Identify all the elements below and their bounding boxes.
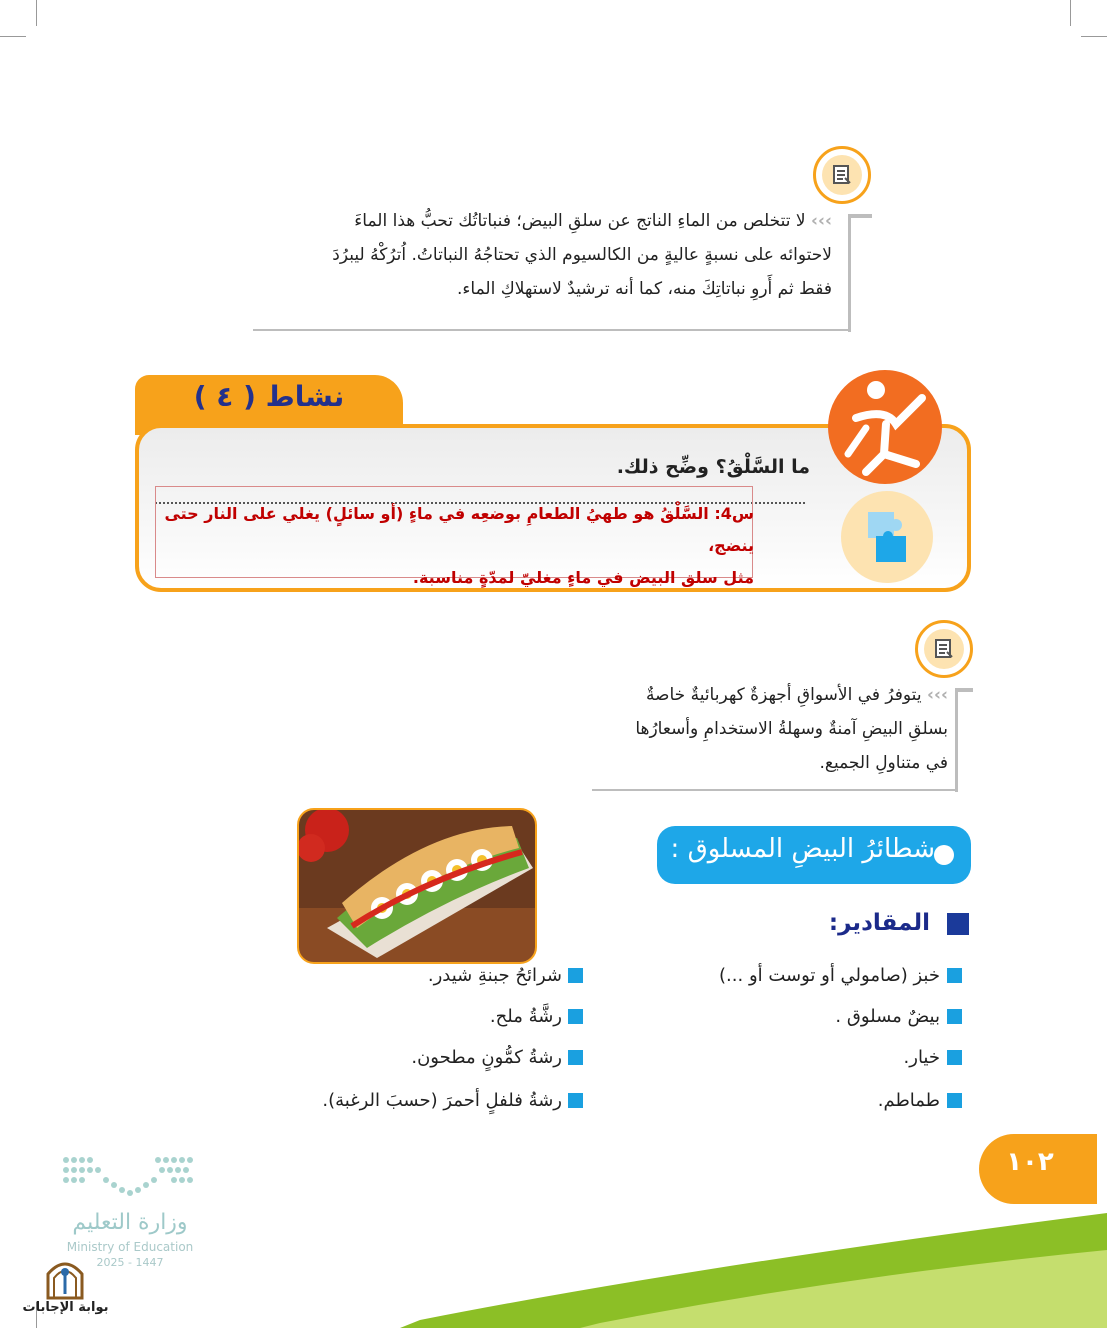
heading-square	[947, 913, 969, 935]
bullet-square	[568, 1050, 583, 1065]
note-bracket	[955, 688, 958, 792]
ministry-name-english: Ministry of Education	[66, 1240, 194, 1254]
crop-mark	[1070, 0, 1071, 26]
note-bracket	[253, 329, 851, 331]
bullet-square	[568, 1093, 583, 1108]
ingredients-heading: المقادير:	[828, 910, 930, 936]
ingredient-item: رشةُ فلفلٍ أحمرَ (حسبَ الرغبة).	[322, 1090, 562, 1111]
puzzle-icon	[840, 490, 934, 584]
ministry-name-arabic: وزارة التعليم	[72, 1210, 188, 1235]
bullet-square	[568, 968, 583, 983]
note1-text: ››› لا تتخلص من الماءِ الناتج عن سلقِ البيض؛ فنباتاتُك تحبُّ هذا الماءَ لاحتوائه على نسبةٍ عاليةٍ من الكالسيوم الذي تحتاجُهُ النباتاتُ. اُترُكْهُ ليبرُدَ فقط ثم أَروِ نباتاتِكَ منه، كما أنه ترشيدٌ لاستهلاكِ الماء.	[332, 211, 832, 299]
ingredient-item: رشةُ كمُّونٍ مطحون.	[411, 1047, 562, 1068]
ingredient-item: شرائحُ جبنةِ شيدر.	[427, 965, 562, 986]
portal-logo	[44, 1254, 86, 1300]
ministry-year: 2025 - 1447	[96, 1256, 164, 1269]
ministry-logo-dots	[62, 1155, 198, 1199]
ingredient-item: رشَّةُ ملح.	[489, 1006, 562, 1027]
crop-mark	[1081, 36, 1107, 37]
activity-person-icon	[826, 368, 944, 486]
bullet-square	[568, 1009, 583, 1024]
answer-prefix: س4:	[714, 504, 754, 523]
bullet-dot	[934, 845, 954, 865]
page-number: ١٠٢	[1006, 1147, 1054, 1177]
ingredient-item: خبز (صامولي أو توست أو ...)	[719, 965, 940, 986]
note-bracket	[848, 214, 872, 218]
sandwich-photo	[297, 808, 537, 964]
note-icon	[915, 620, 973, 678]
portal-label: بوابة الإجابات	[22, 1300, 109, 1315]
note-bracket	[592, 789, 958, 791]
bullet-square	[947, 1050, 962, 1065]
note-icon	[813, 146, 871, 204]
green-swoosh	[400, 1205, 1107, 1328]
recipe-title: شطائرُ البيضِ المسلوق :	[670, 834, 935, 864]
crop-mark	[36, 0, 37, 26]
note-bracket	[848, 214, 851, 332]
ingredient-item: خيار.	[903, 1047, 940, 1068]
ingredient-item: طماطم.	[877, 1090, 940, 1111]
bullet-square	[947, 968, 962, 983]
activity-title: نشاط ( ٤ )	[193, 380, 345, 413]
activity-answer: س4: السَّلْقُ هو طهيُ الطعامِ بوضعِه في ماءٍ (أو سائلٍ) يغلي على النار حتى ينضج، مثل سلق البيض في ماءٍ مغليّ لمدّةٍ مناسبة.	[164, 504, 754, 587]
activity-question: ما السَّلْقُ؟ وضِّح ذلك.	[616, 456, 810, 478]
bullet-square	[947, 1093, 962, 1108]
crop-mark	[0, 36, 26, 37]
ingredient-item: بيضٌ مسلوق .	[835, 1006, 940, 1027]
note2-text: ››› يتوفرُ في الأسواقِ أجهزةٌ كهربائيةٌ خاصةٌ بسلقِ البيضِ آمنةٌ وسهلةُ الاستخدامِ وأسعارُها في متناولِ الجميع.	[635, 685, 948, 773]
bullet-square	[947, 1009, 962, 1024]
